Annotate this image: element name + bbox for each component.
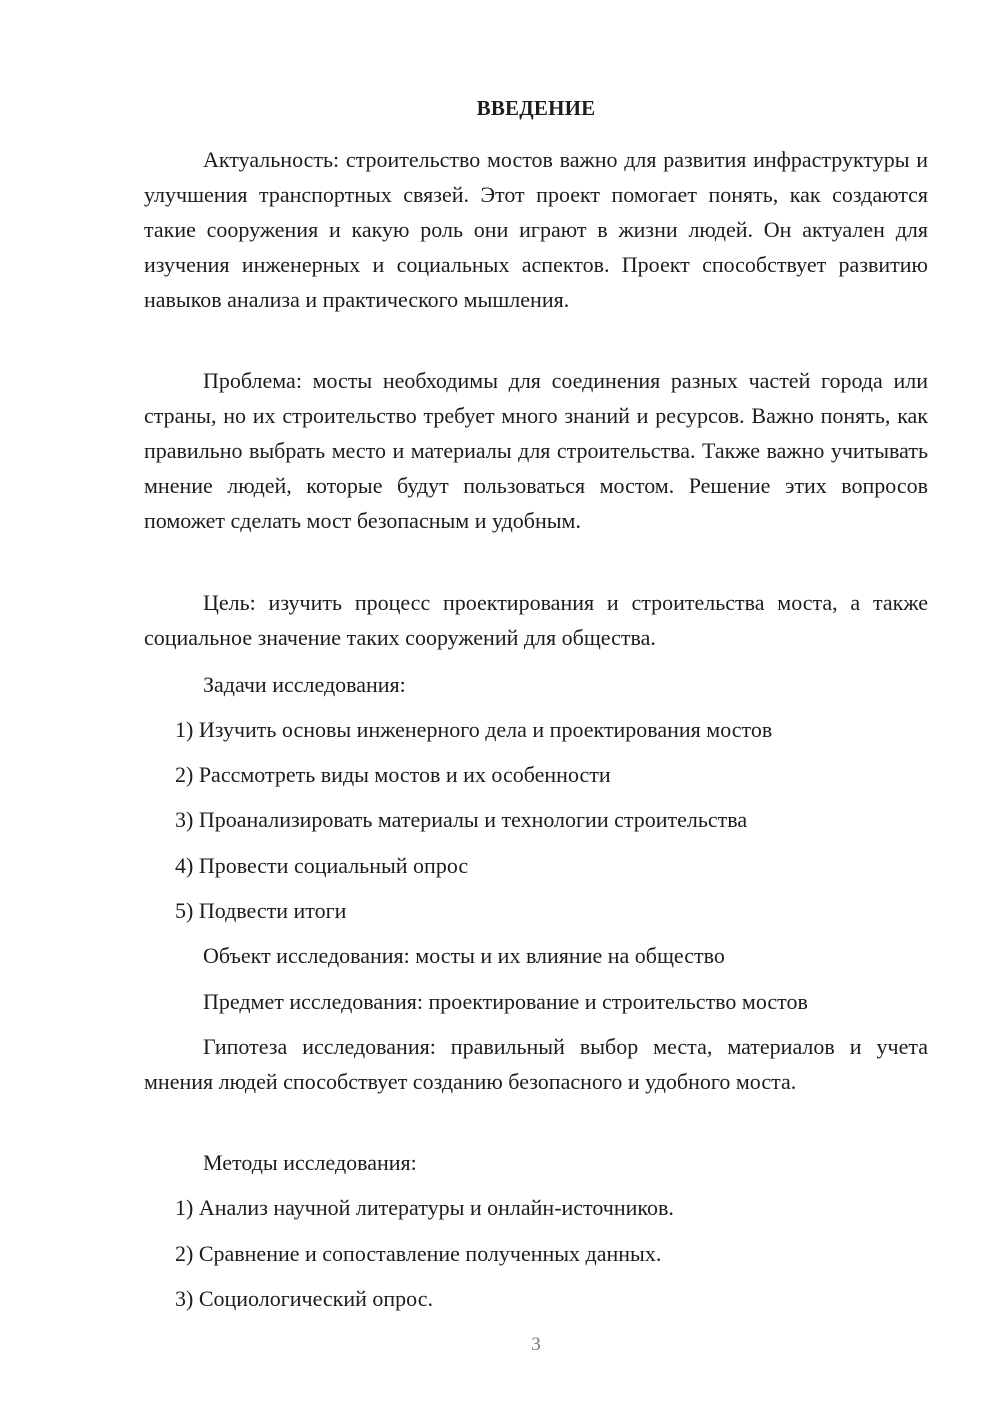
object-line: Объект исследования: мосты и их влияние на общество <box>203 943 725 968</box>
tasks-heading: Задачи исследования: <box>203 672 406 697</box>
problem-paragraph: Проблема: мосты необходимы для соединения разных частей города или страны, но их строительство требует много знаний и ресурсов. Важно понять, как правильно выбрать место и материалы для строительства. Также важно учитывать мнение людей, которые будут пользоваться мостом. Решение этих вопросов поможет сделать мост безопасным и удобным. <box>144 368 928 533</box>
task-item: 1) Изучить основы инженерного дела и проектирования мостов <box>175 717 773 742</box>
goal-paragraph: Цель: изучить процесс проектирования и строительства моста, а также социальное значение таких сооружений для общества. <box>144 590 928 650</box>
page-title: ВВЕДЕНИЕ <box>476 96 596 120</box>
task-item: 5) Подвести итоги <box>175 898 347 923</box>
subject-line: Предмет исследования: проектирование и строительство мостов <box>203 989 808 1014</box>
hypothesis-paragraph: Гипотеза исследования: правильный выбор места, материалов и учета мнения людей способствует созданию безопасного и удобного моста. <box>144 1034 928 1094</box>
relevance-paragraph: Актуальность: строительство мостов важно для развития инфраструктуры и улучшения транспортных связей. Этот проект помогает понять, как создаются такие сооружения и какую роль они играют в жизни людей. Он актуален для изучения инженерных и социальных аспектов. Проект способствует развитию навыков анализа и практического мышления. <box>144 147 928 312</box>
page-number: 3 <box>531 1334 541 1355</box>
methods-heading: Методы исследования: <box>203 1150 417 1175</box>
method-item: 1) Анализ научной литературы и онлайн-источников. <box>175 1195 674 1220</box>
task-item: 4) Провести социальный опрос <box>175 853 469 878</box>
task-item: 3) Проанализировать материалы и технологии строительства <box>175 807 748 832</box>
task-item: 2) Рассмотреть виды мостов и их особенности <box>175 762 611 787</box>
method-item: 2) Сравнение и сопоставление полученных данных. <box>175 1241 662 1266</box>
method-item: 3) Социологический опрос. <box>175 1286 433 1311</box>
